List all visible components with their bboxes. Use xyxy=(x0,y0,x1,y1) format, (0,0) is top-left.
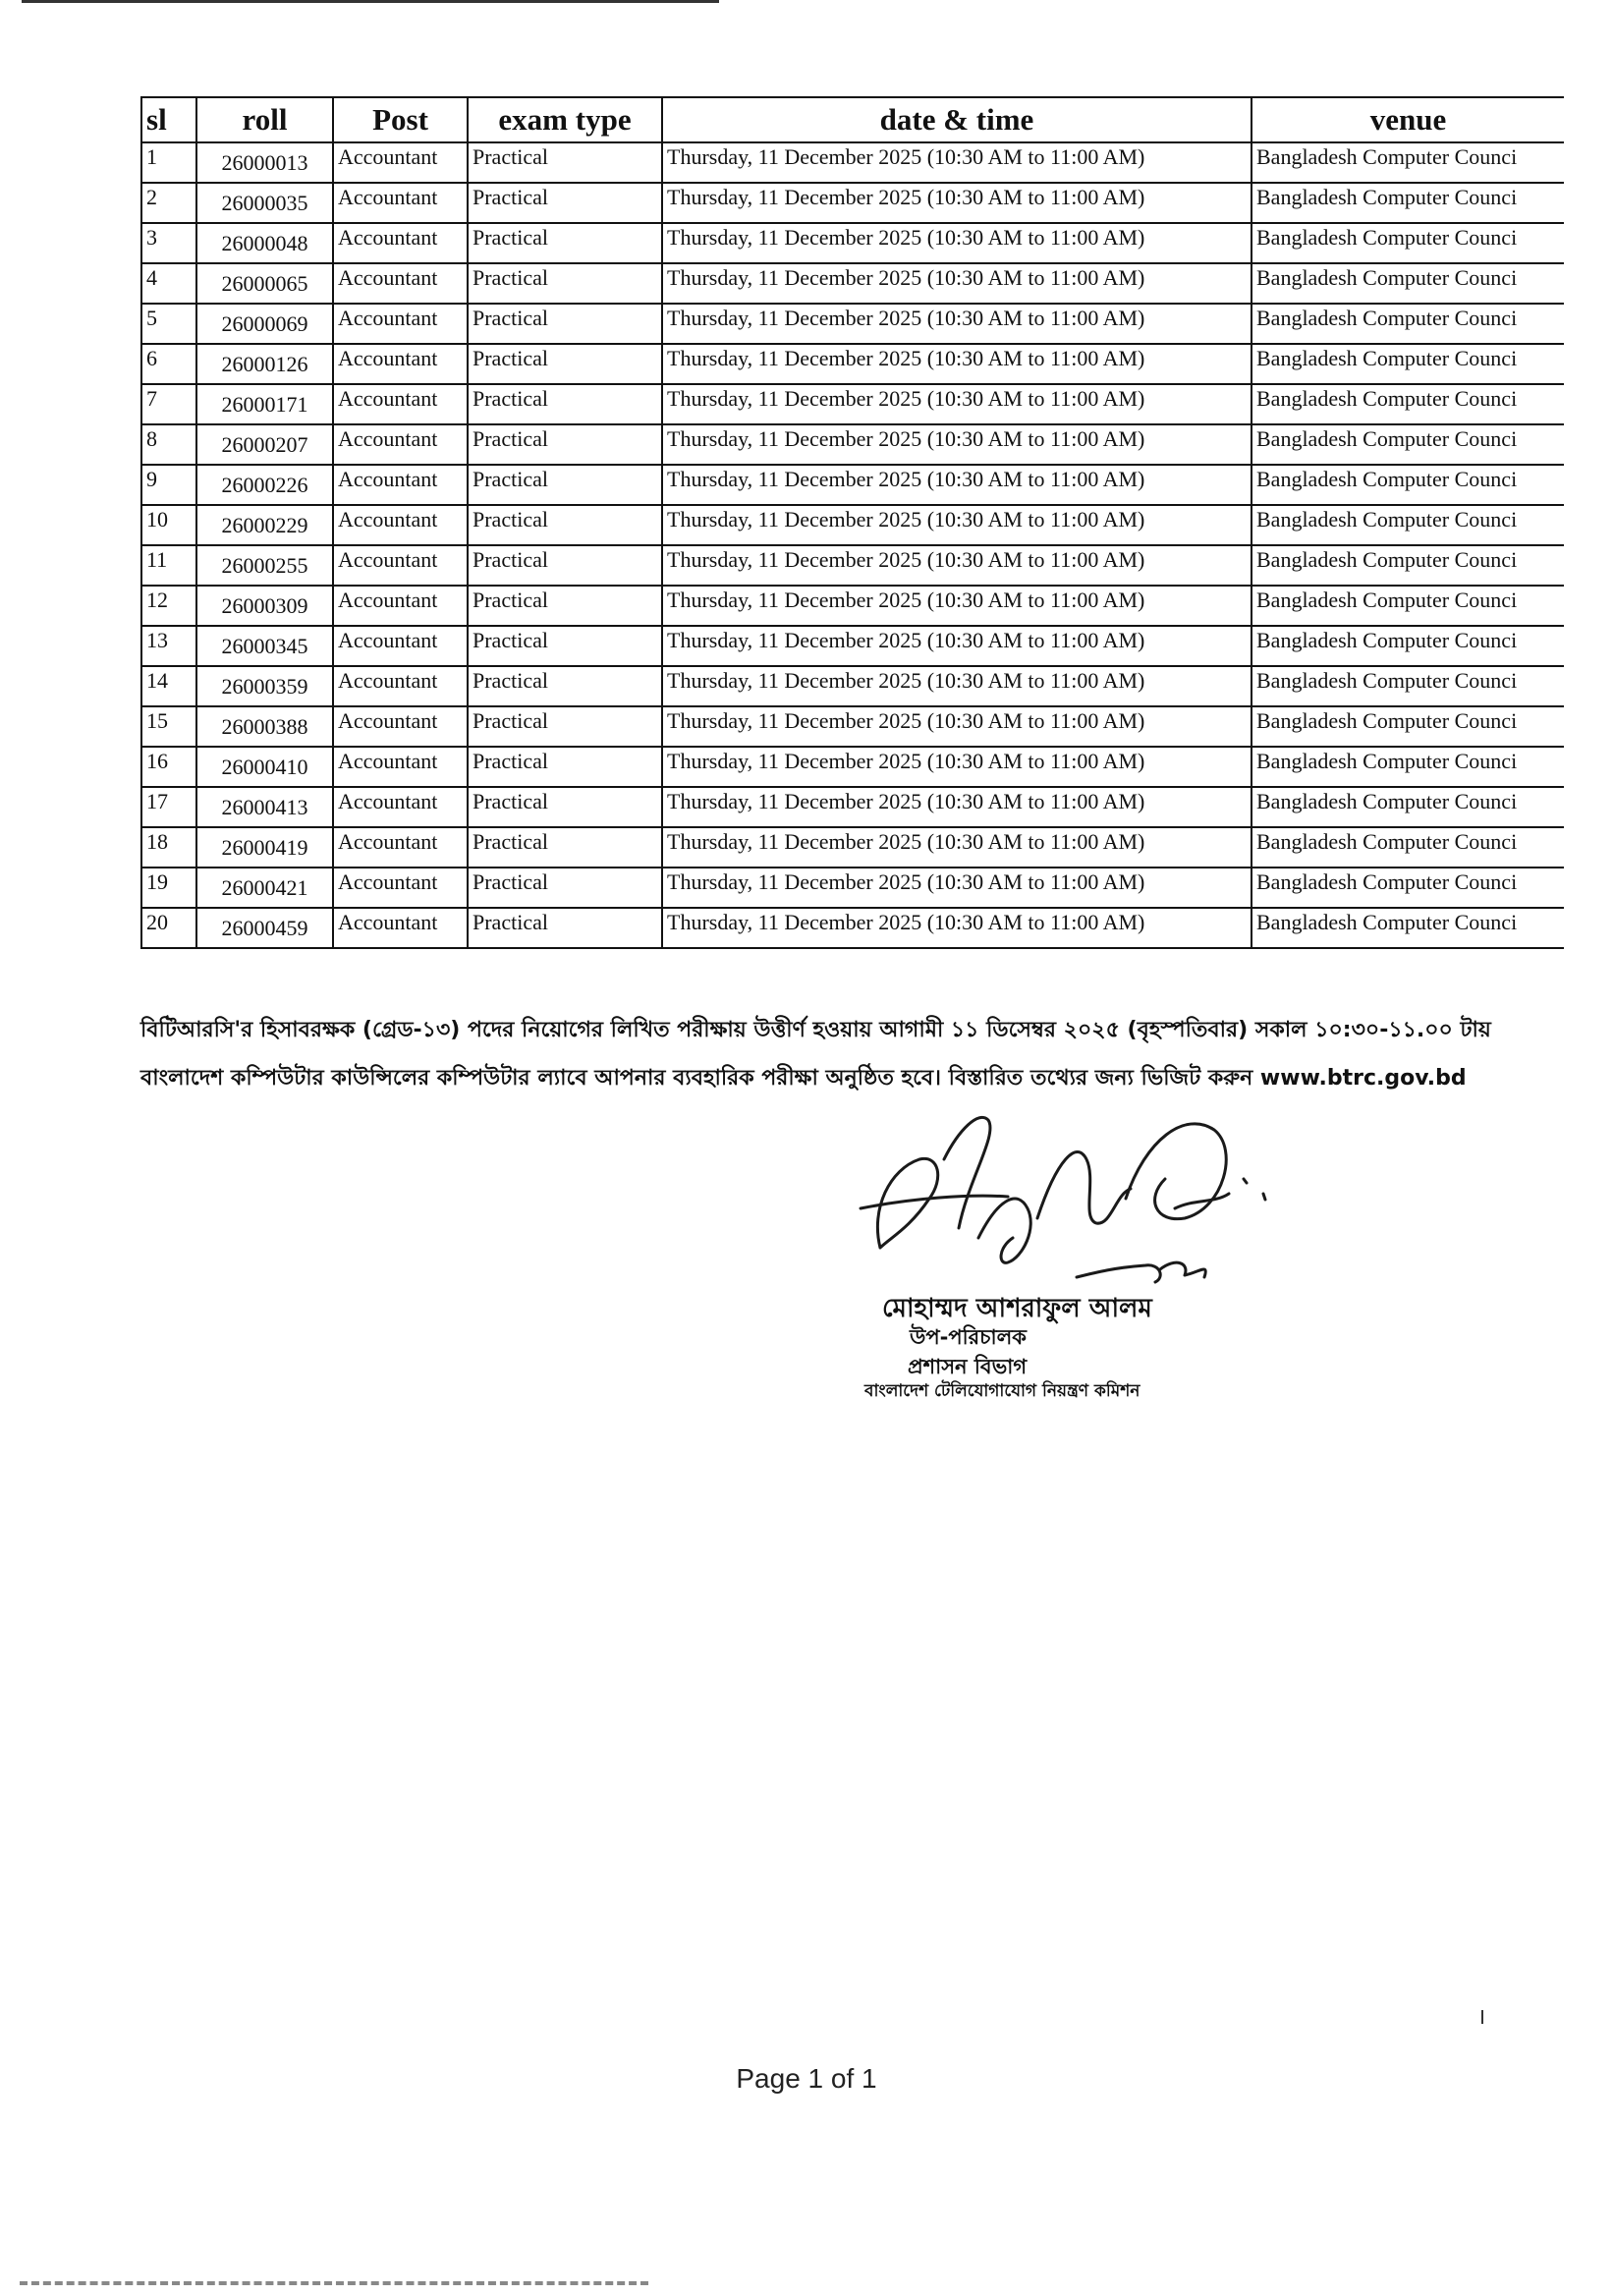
stray-mark xyxy=(1481,2010,1483,2024)
table-header-row xyxy=(141,97,1564,142)
cell-exam-type: Practical xyxy=(468,868,662,908)
cell-date-time: Thursday, 11 December 2025 (10:30 AM to 11:00 AM) xyxy=(662,706,1251,747)
cell-sl: 9 xyxy=(141,465,196,505)
cell-sl: 4 xyxy=(141,263,196,304)
header-date-time: date & time xyxy=(662,97,1251,142)
cell-venue: Bangladesh Computer Counci xyxy=(1251,706,1564,747)
cell-post: Accountant xyxy=(333,626,468,666)
cell-date-time: Thursday, 11 December 2025 (10:30 AM to 11:00 AM) xyxy=(662,304,1251,344)
cell-roll: 26000410 xyxy=(196,747,333,787)
cell-exam-type: Practical xyxy=(468,787,662,827)
cell-date-time: Thursday, 11 December 2025 (10:30 AM to 11:00 AM) xyxy=(662,384,1251,424)
cell-date-time: Thursday, 11 December 2025 (10:30 AM to 11:00 AM) xyxy=(662,223,1251,263)
header-sl: sl xyxy=(141,97,196,142)
cell-sl: 5 xyxy=(141,304,196,344)
table-row xyxy=(141,586,1564,626)
cell-exam-type: Practical xyxy=(468,908,662,948)
header-venue: venue xyxy=(1251,97,1564,142)
cell-post: Accountant xyxy=(333,747,468,787)
cell-roll: 26000207 xyxy=(196,424,333,465)
cell-roll: 26000421 xyxy=(196,868,333,908)
cell-sl: 15 xyxy=(141,706,196,747)
cell-date-time: Thursday, 11 December 2025 (10:30 AM to 11:00 AM) xyxy=(662,787,1251,827)
cell-sl: 18 xyxy=(141,827,196,868)
header-roll: roll xyxy=(196,97,333,142)
cell-venue: Bangladesh Computer Counci xyxy=(1251,586,1564,626)
cell-roll: 26000069 xyxy=(196,304,333,344)
table-row xyxy=(141,747,1564,787)
cell-post: Accountant xyxy=(333,344,468,384)
cell-sl: 17 xyxy=(141,787,196,827)
cell-venue: Bangladesh Computer Counci xyxy=(1251,666,1564,706)
cell-venue: Bangladesh Computer Counci xyxy=(1251,424,1564,465)
table-row xyxy=(141,505,1564,545)
cell-venue: Bangladesh Computer Counci xyxy=(1251,787,1564,827)
cell-roll: 26000459 xyxy=(196,908,333,948)
cell-date-time: Thursday, 11 December 2025 (10:30 AM to 11:00 AM) xyxy=(662,626,1251,666)
cell-post: Accountant xyxy=(333,787,468,827)
table-row xyxy=(141,263,1564,304)
cell-post: Accountant xyxy=(333,183,468,223)
cell-sl: 16 xyxy=(141,747,196,787)
signatory-organization: বাংলাদেশ টেলিযোগাযোগ নিয়ন্ত্রণ কমিশন xyxy=(864,1381,1140,1401)
page-number: Page 1 of 1 xyxy=(736,2063,877,2094)
cell-roll: 26000345 xyxy=(196,626,333,666)
table-row xyxy=(141,304,1564,344)
cell-venue: Bangladesh Computer Counci xyxy=(1251,626,1564,666)
cell-roll: 26000229 xyxy=(196,505,333,545)
cell-venue: Bangladesh Computer Counci xyxy=(1251,747,1564,787)
cell-venue: Bangladesh Computer Counci xyxy=(1251,908,1564,948)
cell-roll: 26000013 xyxy=(196,142,333,183)
results-table xyxy=(140,96,1564,949)
cell-sl: 1 xyxy=(141,142,196,183)
table-row xyxy=(141,465,1564,505)
cell-date-time: Thursday, 11 December 2025 (10:30 AM to 11:00 AM) xyxy=(662,142,1251,183)
table-row xyxy=(141,223,1564,263)
cell-venue: Bangladesh Computer Counci xyxy=(1251,465,1564,505)
cell-sl: 20 xyxy=(141,908,196,948)
notice-line-2: বাংলাদেশ কম্পিউটার কাউন্সিলের কম্পিউটার ল্যাবে আপনার ব্যবহারিক পরীক্ষা অনুষ্ঠিত হবে। বিস্তারিত তথ্যের জন্য ভিজিট করুন www.btrc.gov.bd xyxy=(140,1066,1467,1091)
cell-roll: 26000065 xyxy=(196,263,333,304)
cell-exam-type: Practical xyxy=(468,183,662,223)
cell-venue: Bangladesh Computer Counci xyxy=(1251,545,1564,586)
cell-venue: Bangladesh Computer Counci xyxy=(1251,344,1564,384)
cell-sl: 8 xyxy=(141,424,196,465)
cell-post: Accountant xyxy=(333,223,468,263)
table-row xyxy=(141,908,1564,948)
header-exam-type: exam type xyxy=(468,97,662,142)
cell-venue: Bangladesh Computer Counci xyxy=(1251,183,1564,223)
cell-exam-type: Practical xyxy=(468,344,662,384)
table-row xyxy=(141,787,1564,827)
cell-exam-type: Practical xyxy=(468,545,662,586)
cell-date-time: Thursday, 11 December 2025 (10:30 AM to 11:00 AM) xyxy=(662,586,1251,626)
cell-exam-type: Practical xyxy=(468,465,662,505)
cell-sl: 11 xyxy=(141,545,196,586)
table-row xyxy=(141,706,1564,747)
cell-exam-type: Practical xyxy=(468,706,662,747)
cell-roll: 26000048 xyxy=(196,223,333,263)
cell-post: Accountant xyxy=(333,424,468,465)
cell-sl: 13 xyxy=(141,626,196,666)
cell-venue: Bangladesh Computer Counci xyxy=(1251,827,1564,868)
cell-date-time: Thursday, 11 December 2025 (10:30 AM to 11:00 AM) xyxy=(662,505,1251,545)
table-row xyxy=(141,384,1564,424)
cell-date-time: Thursday, 11 December 2025 (10:30 AM to 11:00 AM) xyxy=(662,465,1251,505)
cell-post: Accountant xyxy=(333,666,468,706)
cell-post: Accountant xyxy=(333,706,468,747)
cell-date-time: Thursday, 11 December 2025 (10:30 AM to 11:00 AM) xyxy=(662,424,1251,465)
cell-post: Accountant xyxy=(333,827,468,868)
cell-post: Accountant xyxy=(333,868,468,908)
table-row xyxy=(141,626,1564,666)
cell-venue: Bangladesh Computer Counci xyxy=(1251,142,1564,183)
cell-roll: 26000226 xyxy=(196,465,333,505)
cell-roll: 26000171 xyxy=(196,384,333,424)
cell-roll: 26000255 xyxy=(196,545,333,586)
cell-exam-type: Practical xyxy=(468,827,662,868)
cell-sl: 19 xyxy=(141,868,196,908)
cell-post: Accountant xyxy=(333,384,468,424)
cell-exam-type: Practical xyxy=(468,424,662,465)
cell-roll: 26000035 xyxy=(196,183,333,223)
cell-date-time: Thursday, 11 December 2025 (10:30 AM to 11:00 AM) xyxy=(662,545,1251,586)
table-row xyxy=(141,424,1564,465)
cell-date-time: Thursday, 11 December 2025 (10:30 AM to 11:00 AM) xyxy=(662,183,1251,223)
cell-exam-type: Practical xyxy=(468,626,662,666)
signatory-name: মোহাম্মদ আশরাফুল আলম xyxy=(882,1294,1152,1323)
header-post: Post xyxy=(333,97,468,142)
cell-roll: 26000126 xyxy=(196,344,333,384)
cell-sl: 12 xyxy=(141,586,196,626)
handwritten-signature xyxy=(851,1100,1283,1316)
cell-date-time: Thursday, 11 December 2025 (10:30 AM to 11:00 AM) xyxy=(662,868,1251,908)
bottom-rule xyxy=(20,2281,648,2285)
table-row xyxy=(141,868,1564,908)
cell-date-time: Thursday, 11 December 2025 (10:30 AM to 11:00 AM) xyxy=(662,827,1251,868)
cell-exam-type: Practical xyxy=(468,223,662,263)
cell-post: Accountant xyxy=(333,505,468,545)
cell-post: Accountant xyxy=(333,465,468,505)
cell-roll: 26000413 xyxy=(196,787,333,827)
table-row xyxy=(141,827,1564,868)
cell-sl: 7 xyxy=(141,384,196,424)
top-rule xyxy=(22,0,719,3)
cell-date-time: Thursday, 11 December 2025 (10:30 AM to 11:00 AM) xyxy=(662,263,1251,304)
cell-post: Accountant xyxy=(333,908,468,948)
cell-post: Accountant xyxy=(333,586,468,626)
cell-venue: Bangladesh Computer Counci xyxy=(1251,223,1564,263)
cell-venue: Bangladesh Computer Counci xyxy=(1251,263,1564,304)
cell-roll: 26000359 xyxy=(196,666,333,706)
cell-venue: Bangladesh Computer Counci xyxy=(1251,384,1564,424)
cell-sl: 3 xyxy=(141,223,196,263)
cell-venue: Bangladesh Computer Counci xyxy=(1251,505,1564,545)
cell-roll: 26000419 xyxy=(196,827,333,868)
cell-exam-type: Practical xyxy=(468,142,662,183)
cell-post: Accountant xyxy=(333,142,468,183)
cell-exam-type: Practical xyxy=(468,505,662,545)
cell-post: Accountant xyxy=(333,304,468,344)
table-body xyxy=(141,142,1564,948)
cell-date-time: Thursday, 11 December 2025 (10:30 AM to 11:00 AM) xyxy=(662,344,1251,384)
cell-date-time: Thursday, 11 December 2025 (10:30 AM to 11:00 AM) xyxy=(662,908,1251,948)
table-row xyxy=(141,142,1564,183)
cell-exam-type: Practical xyxy=(468,384,662,424)
table-row xyxy=(141,344,1564,384)
cell-exam-type: Practical xyxy=(468,666,662,706)
cell-post: Accountant xyxy=(333,263,468,304)
cell-sl: 14 xyxy=(141,666,196,706)
notice-text xyxy=(140,1006,1535,1102)
cell-venue: Bangladesh Computer Counci xyxy=(1251,304,1564,344)
cell-date-time: Thursday, 11 December 2025 (10:30 AM to 11:00 AM) xyxy=(662,747,1251,787)
signatory-title: উপ-পরিচালক xyxy=(910,1325,1027,1349)
notice-line-1: বিটিআরসি'র হিসাবরক্ষক (গ্রেড-১৩) পদের নিয়োগের লিখিত পরীক্ষায় উত্তীর্ণ হওয়ায় আগামী ১১ ডিসেম্বর ২০২৫ (বৃহস্পতিবার) সকাল ১০:৩০-১১.০০ টায় xyxy=(140,1018,1491,1042)
table-row xyxy=(141,183,1564,223)
cell-exam-type: Practical xyxy=(468,304,662,344)
cell-exam-type: Practical xyxy=(468,586,662,626)
cell-sl: 10 xyxy=(141,505,196,545)
cell-date-time: Thursday, 11 December 2025 (10:30 AM to 11:00 AM) xyxy=(662,666,1251,706)
cell-post: Accountant xyxy=(333,545,468,586)
cell-exam-type: Practical xyxy=(468,263,662,304)
table-row xyxy=(141,545,1564,586)
cell-sl: 2 xyxy=(141,183,196,223)
cell-exam-type: Practical xyxy=(468,747,662,787)
table-row xyxy=(141,666,1564,706)
cell-sl: 6 xyxy=(141,344,196,384)
cell-roll: 26000309 xyxy=(196,586,333,626)
signatory-department: প্রশাসন বিভাগ xyxy=(908,1355,1028,1378)
cell-roll: 26000388 xyxy=(196,706,333,747)
cell-venue: Bangladesh Computer Counci xyxy=(1251,868,1564,908)
